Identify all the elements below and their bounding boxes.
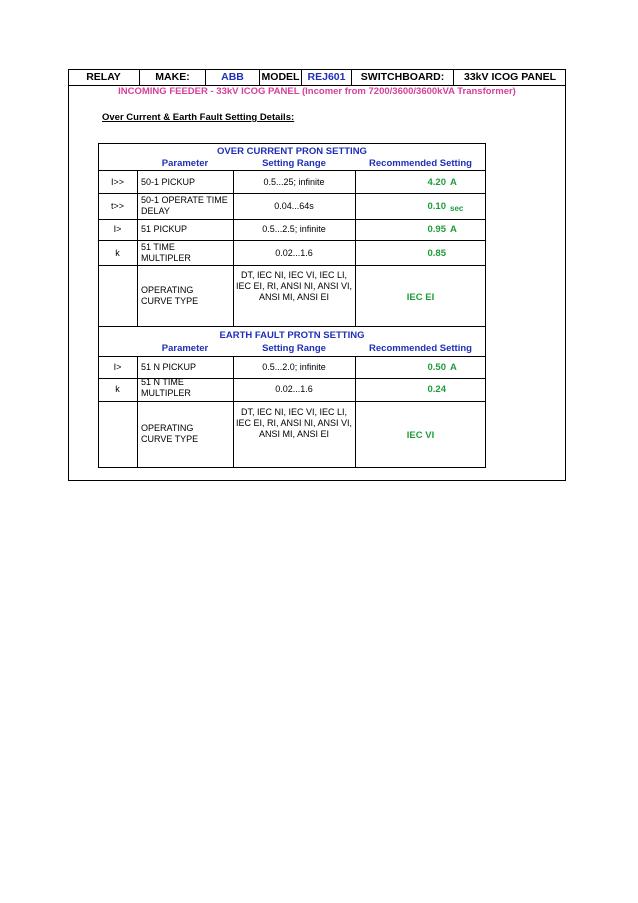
oc-value: 0.10 — [427, 201, 446, 212]
ef-sym: I> — [113, 362, 122, 372]
earthfault-title: EARTH FAULT PROTN SETTING — [219, 330, 365, 341]
col-divider — [137, 356, 138, 468]
ef-value: 0.24 — [427, 384, 446, 395]
model-label: MODEL — [260, 69, 302, 85]
oc-range: 0.5...2.5; infinite — [262, 224, 326, 234]
oc-unit: A — [450, 224, 457, 235]
ef-unit: A — [450, 362, 457, 373]
oc-value: 4.20 — [427, 177, 446, 188]
switchboard-value: 33kV ICOG PANEL — [464, 71, 556, 83]
ef-param: OPERATING CURVE TYPE — [141, 423, 199, 444]
col-parameter: Parameter — [161, 158, 209, 169]
row-line — [98, 356, 486, 357]
make-value: ABB — [206, 69, 260, 85]
oc-sym: I>> — [110, 177, 124, 187]
col-parameter: Parameter — [161, 343, 209, 354]
oc-param: 50-1 OPERATE TIME DELAY — [141, 195, 228, 216]
section-title: Over Current & Earth Fault Setting Details: — [102, 112, 295, 123]
oc-sym: t>> — [110, 201, 124, 211]
ef-range: DT, IEC NI, IEC VI, IEC LI, IEC EI, RI, ANSI NI, ANSI VI, ANSI MI, ANSI EI — [235, 407, 353, 439]
feeder-subtitle: INCOMING FEEDER - 33kV ICOG PANEL (Incomer from 7200/3600/3600kVA Transformer) — [118, 86, 516, 97]
col-setting-range: Setting Range — [262, 158, 326, 169]
ef-range: 0.02...1.6 — [275, 384, 313, 394]
ef-param: 51 N TIME MULTIPLER — [141, 377, 191, 398]
row-line — [98, 326, 486, 327]
col-recommended: Recommended Setting — [369, 158, 472, 169]
row-line — [98, 193, 486, 194]
oc-param: OPERATING CURVE TYPE — [141, 285, 199, 306]
overcurrent-title: OVER CURRENT PRON SETTING — [217, 146, 367, 157]
oc-unit: A — [450, 177, 457, 188]
oc-range: DT, IEC NI, IEC VI, IEC LI, IEC EI, RI, ANSI NI, ANSI VI, ANSI MI, ANSI EI — [235, 270, 353, 302]
switchboard-label: SWITCHBOARD: — [352, 69, 454, 85]
ef-range: 0.5...2.0; infinite — [262, 362, 326, 372]
oc-param: 50-1 PICKUP — [141, 177, 196, 187]
col-setting-range: Setting Range — [262, 343, 326, 354]
oc-value: 0.85 — [427, 248, 446, 259]
row-line — [98, 401, 486, 402]
ef-value: 0.50 — [427, 362, 446, 373]
relay-label: RELAY — [68, 69, 140, 85]
oc-param: 51 TIME MULTIPLER — [141, 242, 191, 263]
oc-param: 51 PICKUP — [141, 224, 188, 234]
make-label: MAKE: — [140, 69, 206, 85]
header-row — [68, 69, 566, 85]
oc-range: 0.02...1.6 — [275, 248, 313, 258]
oc-value: 0.95 — [427, 224, 446, 235]
row-line — [98, 240, 486, 241]
oc-sym: k — [115, 248, 120, 258]
ef-param: 51 N PICKUP — [141, 362, 197, 372]
model-value: REJ601 — [302, 69, 352, 85]
oc-range: 0.04...64s — [274, 201, 314, 211]
ef-sym: k — [115, 384, 120, 394]
row-line — [98, 219, 486, 220]
oc-value: IEC EI — [406, 292, 435, 303]
col-recommended: Recommended Setting — [369, 343, 472, 354]
ef-value: IEC VI — [406, 430, 435, 441]
oc-sym: I> — [113, 224, 122, 234]
oc-range: 0.5...25; infinite — [263, 177, 325, 187]
row-line — [98, 265, 486, 266]
row-line — [98, 170, 486, 171]
oc-unit: sec — [450, 204, 464, 213]
